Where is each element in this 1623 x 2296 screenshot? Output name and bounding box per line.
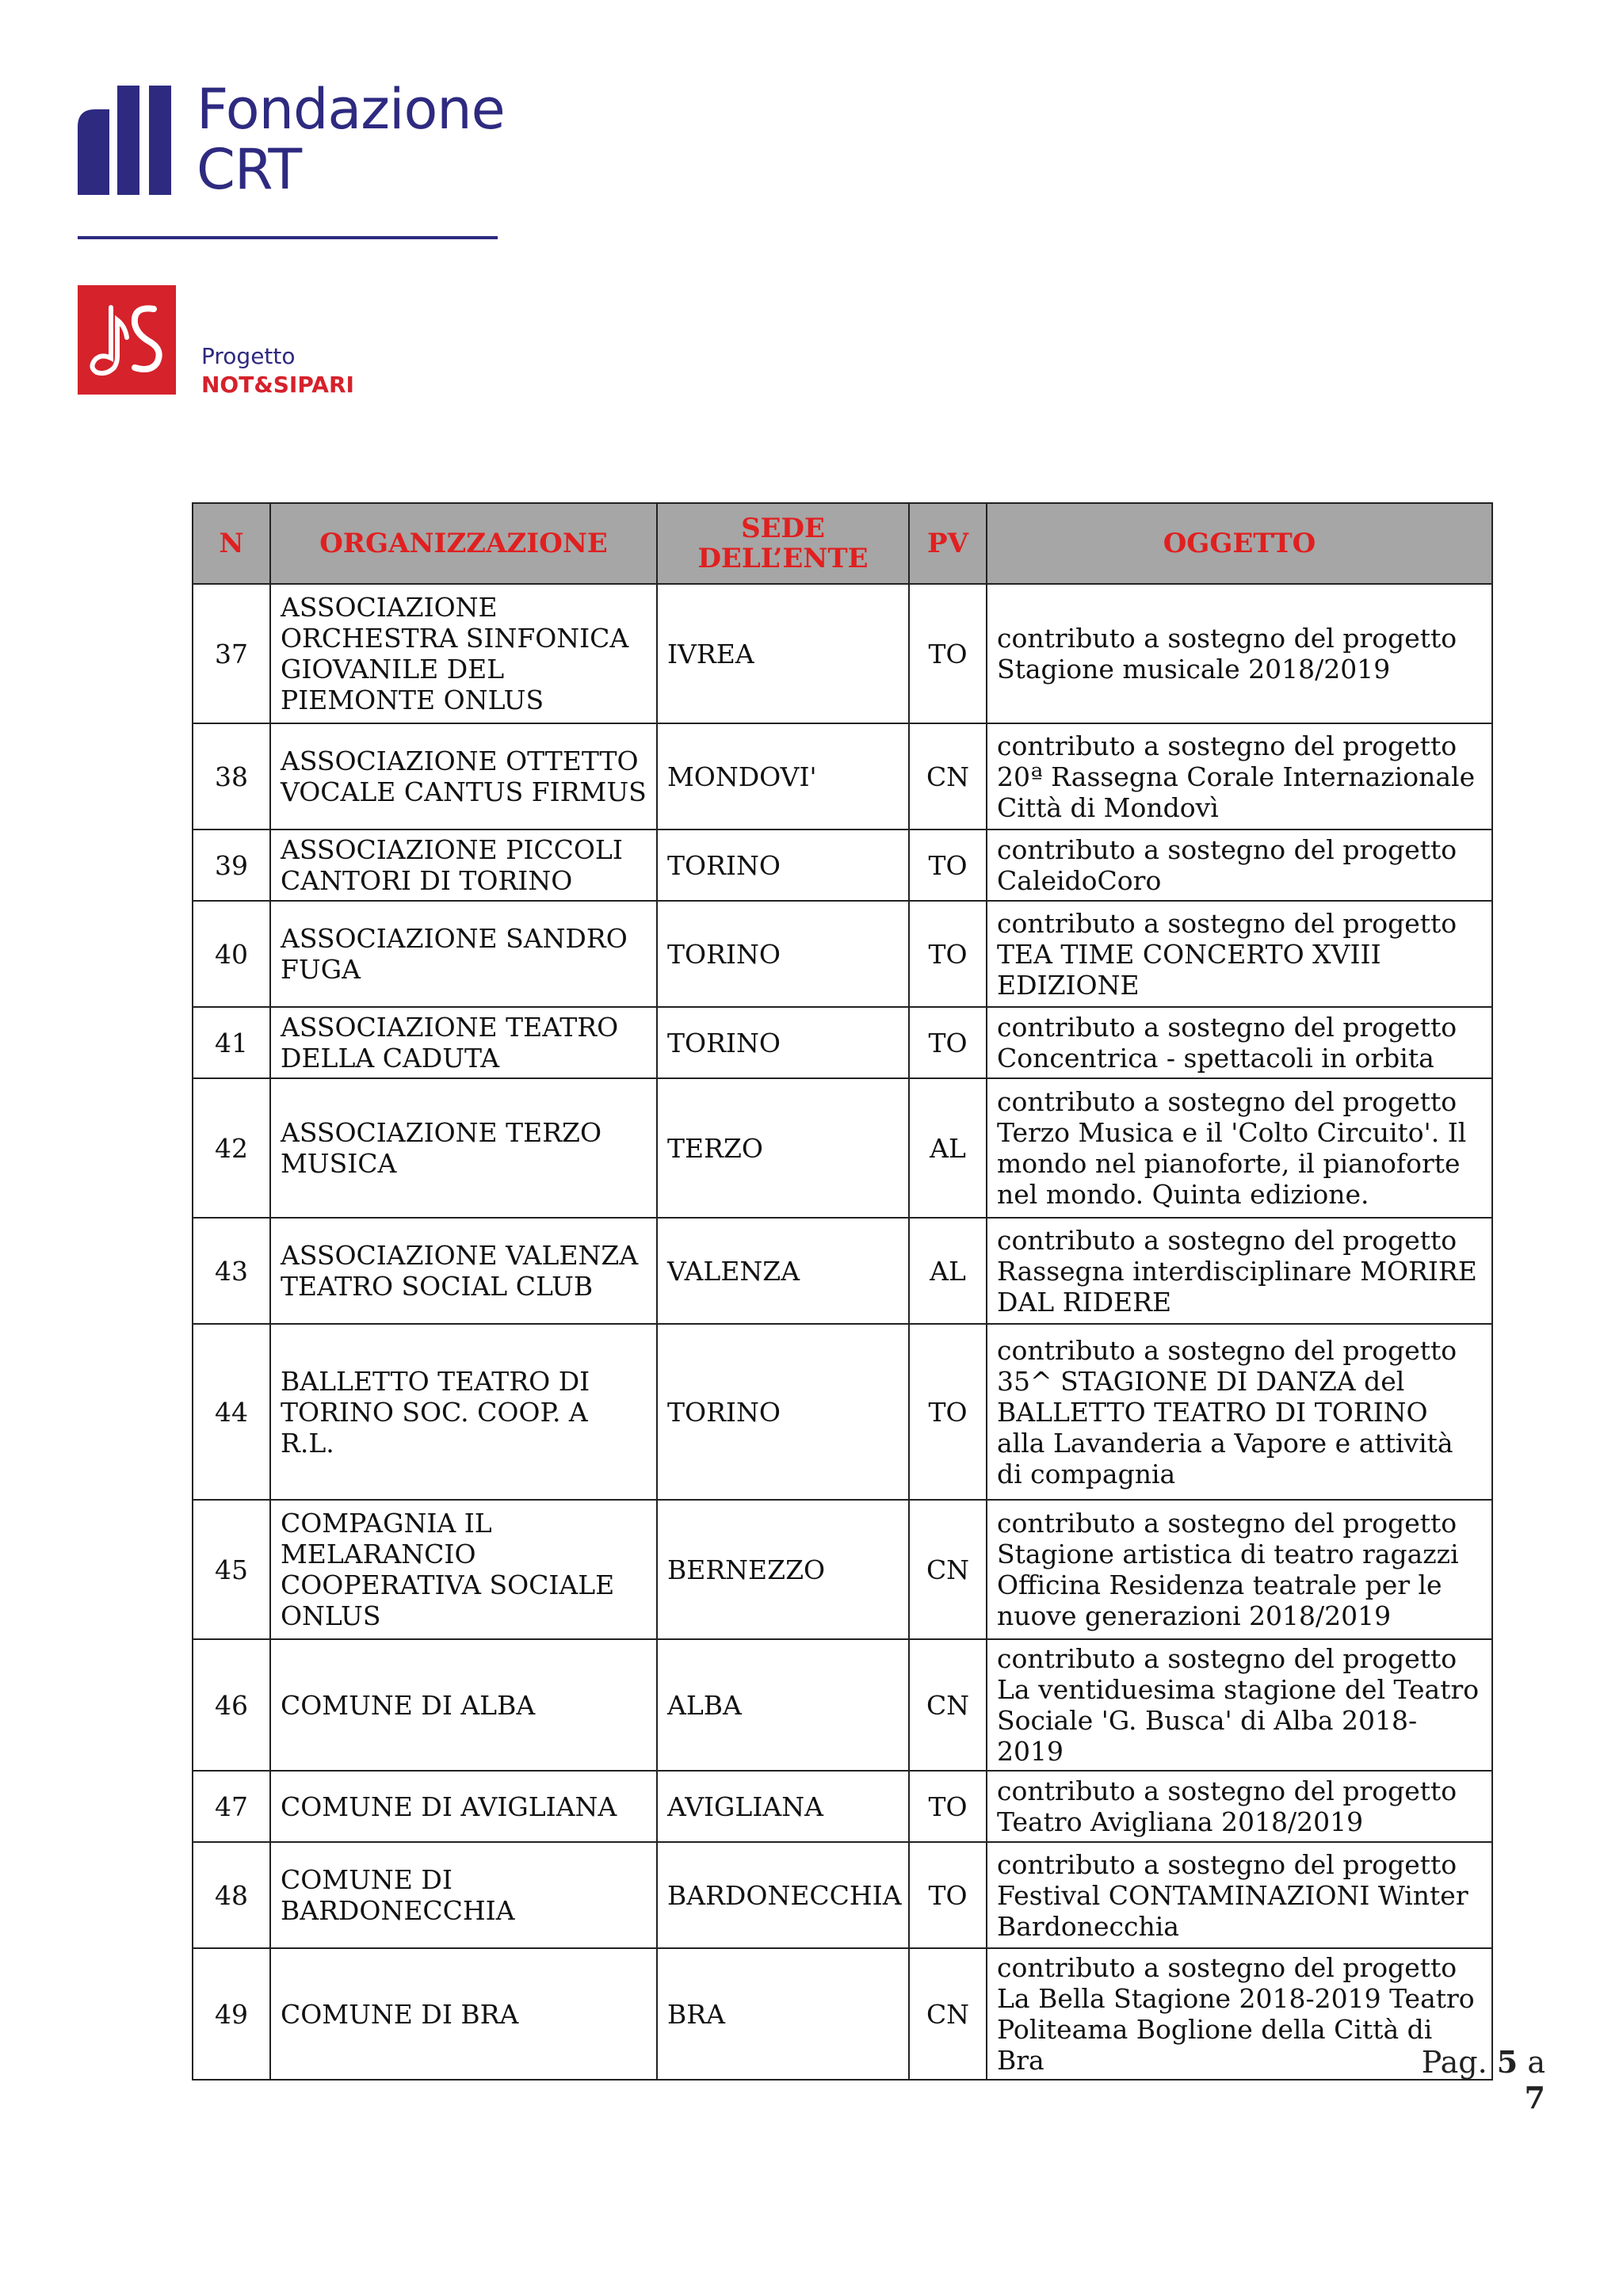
cell-obj: contributo a sostegno del progetto La ventiduesima stagione del Teatro Sociale 'G. Busca' di Alba 2018-2019	[987, 1639, 1492, 1771]
cell-pv: TO	[909, 830, 987, 901]
cell-sede: VALENZA	[657, 1218, 909, 1324]
cell-obj: contributo a sostegno del progetto CaleidoCoro	[987, 830, 1492, 901]
grants-table	[192, 502, 1493, 2081]
fondazione-crt-logo	[78, 77, 505, 206]
cell-pv: TO	[909, 1771, 987, 1842]
cell-obj: contributo a sostegno del progetto TEA TIME CONCERTO XVIII EDIZIONE	[987, 901, 1492, 1007]
table-header-row	[193, 503, 1492, 584]
cell-org: ASSOCIAZIONE ORCHESTRA SINFONICA GIOVANILE DEL PIEMONTE ONLUS	[270, 584, 657, 723]
cell-n: 38	[193, 723, 270, 830]
crt-logo-text	[197, 79, 505, 200]
cell-obj: contributo a sostegno del progetto Festival CONTAMINAZIONI Winter Bardonecchia	[987, 1842, 1492, 1948]
cell-sede: TORINO	[657, 1324, 909, 1500]
page-prefix: Pag.	[1421, 2045, 1487, 2080]
cell-n: 44	[193, 1324, 270, 1500]
header-divider	[78, 236, 498, 239]
table-row	[193, 1007, 1492, 1078]
cell-n: 39	[193, 830, 270, 901]
cell-n: 45	[193, 1500, 270, 1639]
cell-n: 40	[193, 901, 270, 1007]
cell-org: COMUNE DI BARDONECCHIA	[270, 1842, 657, 1948]
cell-obj: contributo a sostegno del progetto Terzo Musica e il 'Colto Circuito'. Il mondo nel pianoforte, il pianoforte nel mondo. Quinta edizione.	[987, 1078, 1492, 1218]
cell-sede: ALBA	[657, 1639, 909, 1771]
cell-n: 42	[193, 1078, 270, 1218]
cell-obj: contributo a sostegno del progetto Teatro Avigliana 2018/2019	[987, 1771, 1492, 1842]
col-oggetto-header: OGGETTO	[987, 503, 1492, 584]
cell-sede: MONDOVI'	[657, 723, 909, 830]
cell-n: 43	[193, 1218, 270, 1324]
col-pv-header: PV	[909, 503, 987, 584]
table-row	[193, 1842, 1492, 1948]
table-row	[193, 901, 1492, 1007]
cell-n: 37	[193, 584, 270, 723]
table-row	[193, 1771, 1492, 1842]
table-row	[193, 1324, 1492, 1500]
cell-pv: AL	[909, 1078, 987, 1218]
cell-obj: contributo a sostegno del progetto Rassegna interdisciplinare MORIRE DAL RIDERE	[987, 1218, 1492, 1324]
cell-sede: AVIGLIANA	[657, 1771, 909, 1842]
cell-pv: AL	[909, 1218, 987, 1324]
current-page: 5	[1496, 2044, 1518, 2080]
col-n-header: N	[193, 503, 270, 584]
cell-n: 46	[193, 1639, 270, 1771]
cell-org: ASSOCIAZIONE OTTETTO VOCALE CANTUS FIRMUS	[270, 723, 657, 830]
cell-pv: CN	[909, 1500, 987, 1639]
table-row	[193, 1948, 1492, 2080]
cell-pv: TO	[909, 1007, 987, 1078]
cell-pv: TO	[909, 1842, 987, 1948]
cell-sede: BARDONECCHIA	[657, 1842, 909, 1948]
col-organizzazione-header: ORGANIZZAZIONE	[270, 503, 657, 584]
total-pages: 7	[1524, 2080, 1545, 2115]
cell-org: COMPAGNIA IL MELARANCIO COOPERATIVA SOCIALE ONLUS	[270, 1500, 657, 1639]
page-separator: a	[1527, 2045, 1545, 2080]
table-row	[193, 830, 1492, 901]
crt-logo-line1: Fondazione	[197, 77, 505, 142]
project-label: Progetto	[201, 343, 296, 369]
cell-org: ASSOCIAZIONE PICCOLI CANTORI DI TORINO	[270, 830, 657, 901]
cell-obj: contributo a sostegno del progetto 35^ STAGIONE DI DANZA del BALLETTO TEATRO DI TORINO alla Lavanderia a Vapore e attività di compagnia	[987, 1324, 1492, 1500]
cell-pv: CN	[909, 1639, 987, 1771]
cell-n: 41	[193, 1007, 270, 1078]
table-body	[193, 584, 1492, 2080]
cell-sede: TORINO	[657, 830, 909, 901]
cell-org: ASSOCIAZIONE VALENZA TEATRO SOCIAL CLUB	[270, 1218, 657, 1324]
col-sede-header: SEDE DELL’ENTE	[657, 503, 909, 584]
cell-obj: contributo a sostegno del progetto 20ª Rassegna Corale Internazionale Città di Mondovì	[987, 723, 1492, 830]
table-row	[193, 1500, 1492, 1639]
cell-org: COMUNE DI AVIGLIANA	[270, 1771, 657, 1842]
cell-n: 48	[193, 1842, 270, 1948]
table-row	[193, 1218, 1492, 1324]
crt-bars-icon	[78, 86, 182, 195]
crt-logo-line2: CRT	[197, 137, 302, 202]
cell-org: ASSOCIAZIONE SANDRO FUGA	[270, 901, 657, 1007]
music-note-icon	[78, 285, 176, 395]
cell-org: ASSOCIAZIONE TERZO MUSICA	[270, 1078, 657, 1218]
table-row	[193, 584, 1492, 723]
cell-sede: TORINO	[657, 901, 909, 1007]
cell-obj: contributo a sostegno del progetto Stagione artistica di teatro ragazzi Officina Residenza teatrale per le nuove generazioni 2018/2019	[987, 1500, 1492, 1639]
cell-sede: BRA	[657, 1948, 909, 2080]
not-sipari-logo	[78, 285, 395, 396]
cell-obj: contributo a sostegno del progetto Concentrica - spettacoli in orbita	[987, 1007, 1492, 1078]
cell-n: 49	[193, 1948, 270, 2080]
cell-sede: IVREA	[657, 584, 909, 723]
cell-sede: TORINO	[657, 1007, 909, 1078]
page-number	[1403, 2044, 1545, 2115]
cell-obj: contributo a sostegno del progetto Stagione musicale 2018/2019	[987, 584, 1492, 723]
cell-pv: TO	[909, 901, 987, 1007]
cell-pv: TO	[909, 584, 987, 723]
cell-pv: CN	[909, 1948, 987, 2080]
cell-n: 47	[193, 1771, 270, 1842]
table-row	[193, 1078, 1492, 1218]
cell-sede: BERNEZZO	[657, 1500, 909, 1639]
cell-org: BALLETTO TEATRO DI TORINO SOC. COOP. A R.L.	[270, 1324, 657, 1500]
cell-org: COMUNE DI BRA	[270, 1948, 657, 2080]
table-row	[193, 723, 1492, 830]
table-row	[193, 1639, 1492, 1771]
cell-obj: contributo a sostegno del progetto La Bella Stagione 2018-2019 Teatro Politeama Boglione della Città di Bra	[987, 1948, 1492, 2080]
cell-pv: TO	[909, 1324, 987, 1500]
cell-sede: TERZO	[657, 1078, 909, 1218]
project-name: NOT&SIPARI	[201, 372, 354, 398]
cell-pv: CN	[909, 723, 987, 830]
cell-org: ASSOCIAZIONE TEATRO DELLA CADUTA	[270, 1007, 657, 1078]
cell-org: COMUNE DI ALBA	[270, 1639, 657, 1771]
